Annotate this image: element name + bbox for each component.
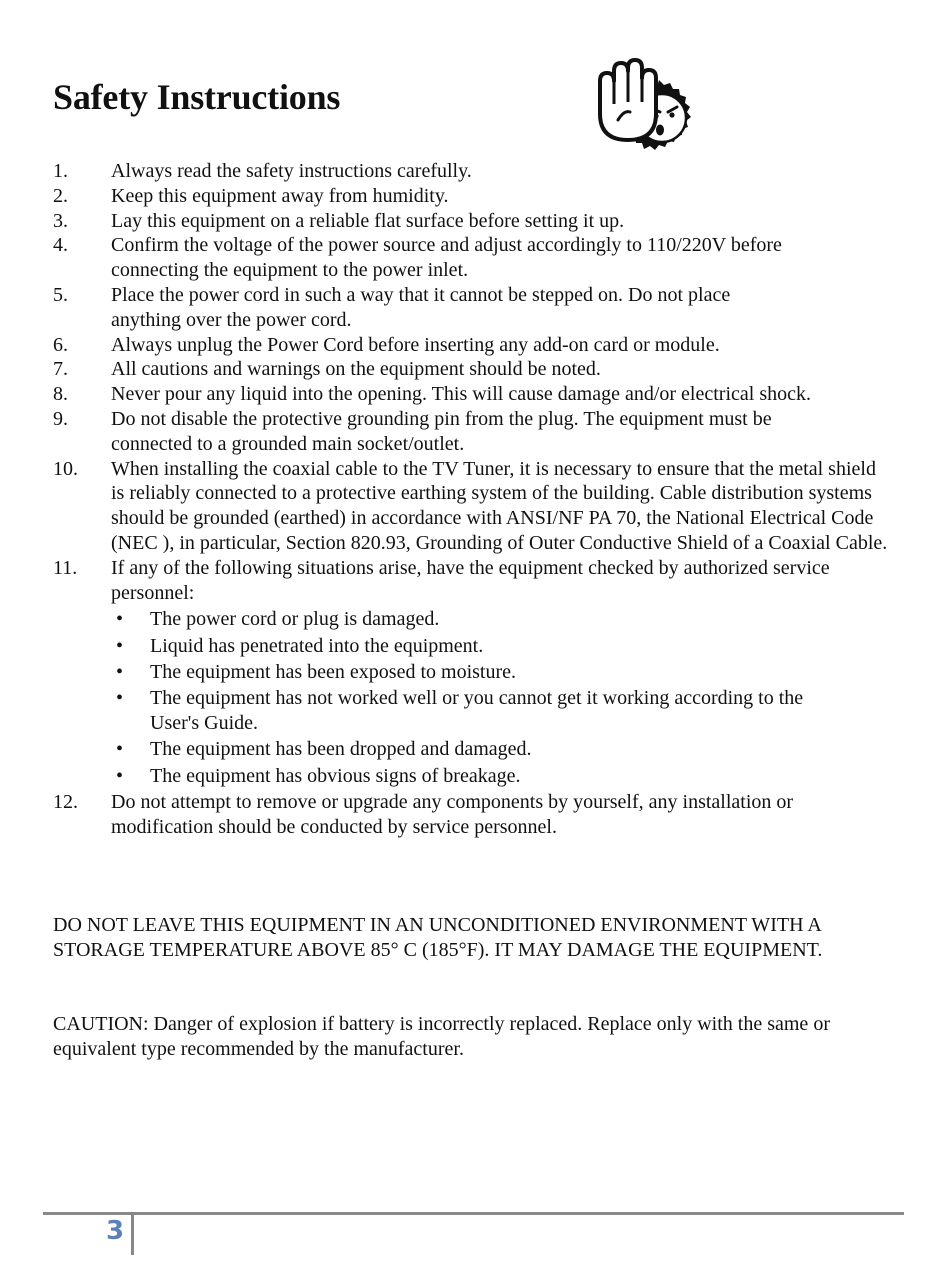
item-text: When installing the coaxial cable to the TV Tuner, it is necessary to ensure that the metal shield is reliably connected to a protective earthing system of the building. Cable distribution systems should be grounded (earthed) in accordance with ANSI/NF PA 70, the National Electrical Code (NEC ), in particular, Section 820.93, Grounding of Outer Conductive Shield of a Coaxial Cable.: [111, 457, 888, 554]
situations-list: [111, 607, 843, 788]
item-text: Never pour any liquid into the opening. This will cause damage and/or electrical shock.: [111, 383, 811, 406]
page-title: Safety Instructions: [53, 77, 341, 117]
temperature-warning: DO NOT LEAVE THIS EQUIPMENT IN AN UNCONDITIONED ENVIRONMENT WITH A STORAGE TEMPERATURE ABOVE 85° C (185°F). IT MAY DAMAGE THE EQUIPMENT.: [53, 914, 823, 961]
list-item: [53, 209, 903, 234]
list-item: [53, 283, 903, 333]
item-text: Confirm the voltage of the power source and adjust accordingly to 110/220V before connecting the equipment to the power inlet.: [111, 234, 782, 282]
list-item: [53, 159, 903, 184]
footer-rule: [43, 1212, 904, 1215]
list-item: [53, 790, 903, 840]
item-text: Keep this equipment away from humidity.: [111, 184, 449, 207]
list-item: [53, 556, 903, 789]
item-text: Always read the safety instructions carefully.: [111, 160, 472, 182]
item-number: 11.: [53, 556, 78, 579]
safety-list: [53, 159, 903, 840]
item-number: 8.: [53, 383, 68, 406]
stop-hand-icon: [586, 56, 704, 172]
list-item: [53, 184, 903, 209]
item-text: Place the power cord in such a way that it cannot be stepped on. Do not place anything over the power cord.: [111, 283, 731, 331]
item-number: 7.: [53, 358, 68, 381]
item-number: 5.: [53, 283, 68, 306]
bullet-item: [111, 737, 843, 762]
bullet-item: [111, 686, 843, 736]
bullet-item: [111, 660, 843, 685]
bullet-text: The equipment has not worked well or you cannot get it working according to the User's Guide.: [150, 687, 804, 735]
battery-caution: CAUTION: Danger of explosion if battery is incorrectly replaced. Replace only with the same or equivalent type recommended by the manufacturer.: [53, 1013, 830, 1060]
item-text: Do not attempt to remove or upgrade any components by yourself, any installation or modification should be conducted by service personnel.: [111, 790, 794, 838]
item-number: 6.: [53, 333, 68, 356]
bullet-icon: •: [116, 764, 124, 787]
bullet-icon: •: [116, 687, 124, 710]
item-text: All cautions and warnings on the equipment should be noted.: [111, 358, 601, 381]
item-text: Do not disable the protective grounding pin from the plug. The equipment must be connected to a grounded main socket/outlet.: [111, 407, 772, 455]
bullet-icon: •: [116, 608, 124, 631]
item-number: 4.: [53, 234, 68, 257]
list-item: [53, 457, 903, 556]
bullet-text: The equipment has been exposed to moisture.: [150, 660, 517, 683]
item-text: Always unplug the Power Cord before inserting any add-on card or module.: [111, 333, 720, 356]
item-number: 1.: [53, 160, 68, 182]
bullet-icon: •: [116, 634, 124, 657]
list-item: [53, 382, 903, 407]
item-text: Lay this equipment on a reliable flat surface before setting it up.: [111, 209, 625, 232]
bullet-item: [111, 634, 843, 659]
list-item: [53, 333, 903, 358]
bullet-text: The power cord or plug is damaged.: [150, 608, 440, 631]
page-number: 3: [106, 1216, 125, 1246]
item-number: 2.: [53, 184, 68, 207]
list-item: [53, 357, 903, 382]
bullet-item: [111, 764, 843, 789]
list-item: [53, 233, 903, 283]
item-number: 12.: [53, 790, 78, 813]
item-number: 10.: [53, 457, 78, 480]
item-text: If any of the following situations arise, have the equipment checked by authorized service personnel:: [111, 556, 830, 604]
bullet-text: The equipment has been dropped and damaged.: [150, 738, 532, 761]
bullet-icon: •: [116, 660, 124, 683]
bullet-icon: •: [116, 738, 124, 761]
bullet-text: The equipment has obvious signs of breakage.: [150, 764, 521, 787]
bullet-text: Liquid has penetrated into the equipment.: [150, 634, 484, 657]
footer-separator: [131, 1215, 134, 1255]
list-item: [53, 407, 903, 457]
bullet-item: [111, 607, 843, 632]
item-number: 9.: [53, 407, 68, 430]
item-number: 3.: [53, 209, 68, 232]
